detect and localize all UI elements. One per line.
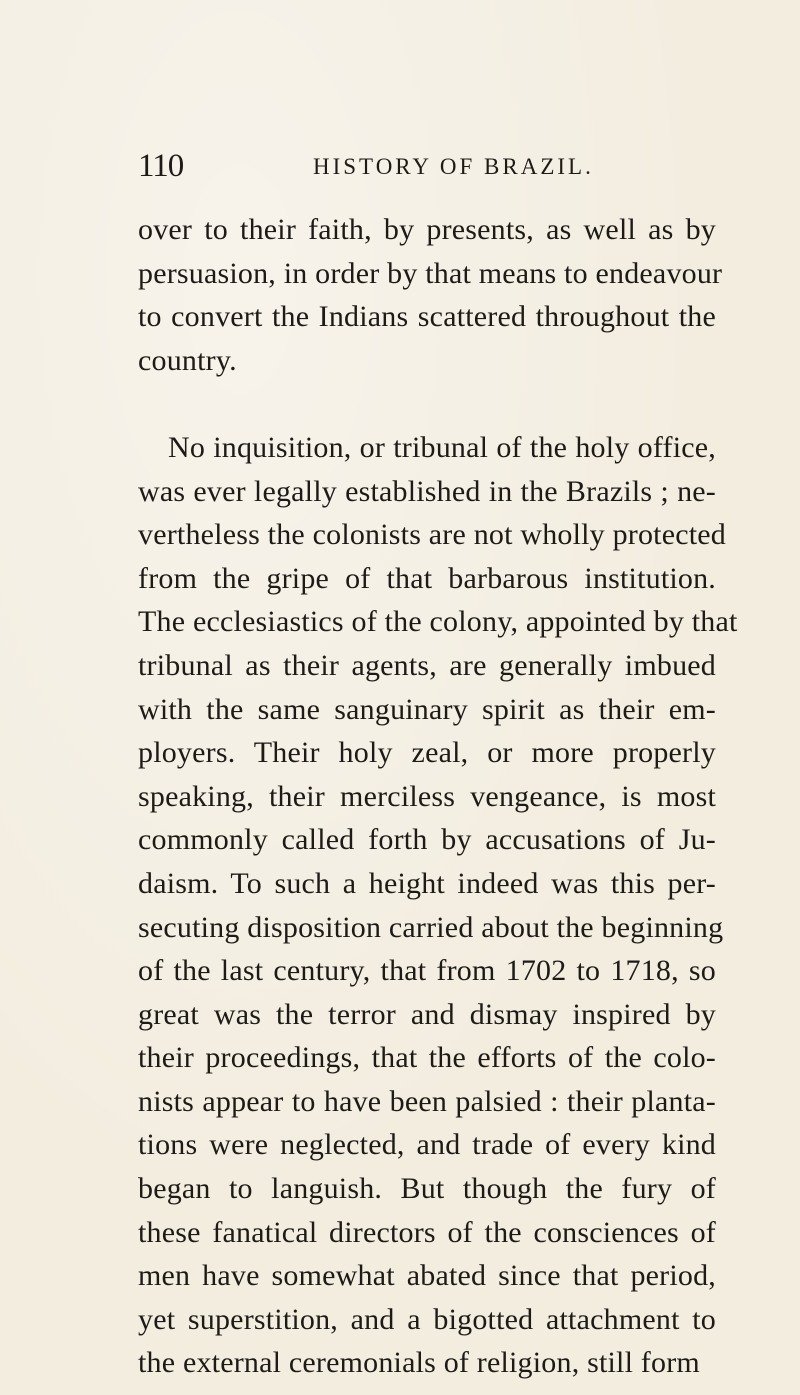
text-line: began to languish. But though the fury of <box>138 1172 716 1206</box>
text-line: vertheless the colonists are not wholly protected <box>138 518 726 552</box>
text-line: commonly called forth by accusations of Ju- <box>138 823 716 857</box>
text-line: The ecclesiastics of the colony, appointed by that <box>138 605 738 639</box>
text-line: secuting disposition carried about the beginning <box>138 910 724 944</box>
text-line: to convert the Indians scattered throughout the <box>138 300 716 334</box>
text-line: persuasion, in order by that means to endeavour <box>138 256 723 290</box>
text-line: yet superstition, and a bigotted attachment to <box>138 1302 716 1336</box>
text-line: great was the terror and dismay inspired by <box>138 997 716 1031</box>
paragraph-1 <box>138 208 723 382</box>
running-title: HISTORY OF BRAZIL. <box>313 154 594 179</box>
text-line: speaking, their merciless vengeance, is most <box>138 779 716 813</box>
text-line: men have somewhat abated since that period, <box>138 1259 716 1293</box>
text-line: of the last century, that from 1702 to 1718, so <box>138 954 716 988</box>
text-line: from the gripe of that barbarous institution. <box>138 561 716 595</box>
body-text <box>138 208 738 1385</box>
running-head <box>138 148 738 188</box>
paragraph-2 <box>138 426 738 1385</box>
text-line: was ever legally established in the Brazils ; ne- <box>138 474 716 508</box>
page-number: 110 <box>138 148 184 184</box>
text-line: their proceedings, that the efforts of the colo- <box>138 1041 716 1075</box>
text-line: these fanatical directors of the consciences of <box>138 1215 716 1249</box>
text-line: ployers. Their holy zeal, or more properly <box>138 736 716 770</box>
text-line: tions were neglected, and trade of every kind <box>138 1128 716 1162</box>
text-line: country. <box>138 343 237 377</box>
text-line: daism. To such a height indeed was this per- <box>138 866 716 900</box>
text-line: the external ceremonials of religion, still form <box>138 1346 700 1380</box>
text-line: with the same sanguinary spirit as their em- <box>138 692 716 726</box>
text-line: tribunal as their agents, are generally imbued <box>138 648 716 682</box>
text-line: No inquisition, or tribunal of the holy office, <box>168 430 716 464</box>
text-line: over to their faith, by presents, as well as by <box>138 213 716 246</box>
text-line: nists appear to have been palsied : their planta- <box>138 1084 716 1118</box>
